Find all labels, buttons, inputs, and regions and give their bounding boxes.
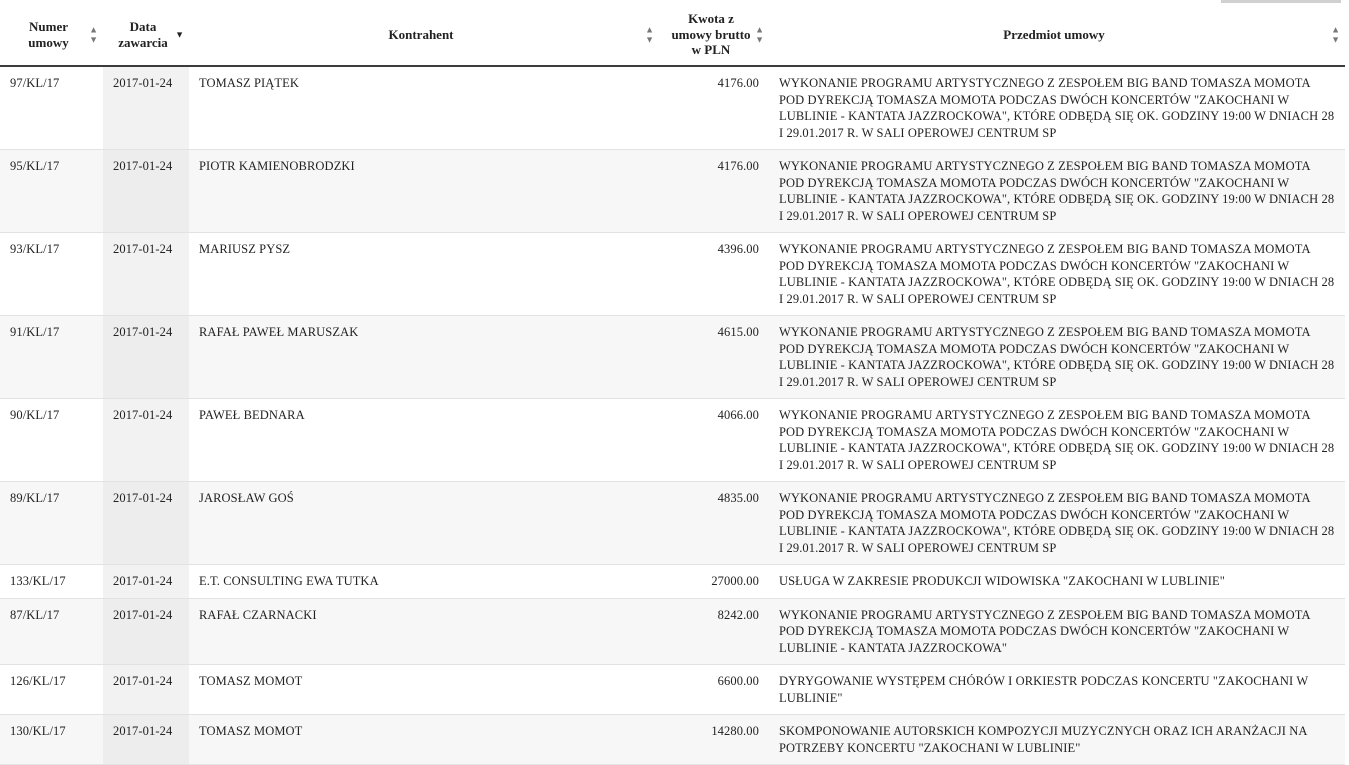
cell-kwota-brutto-text: 8242.00 [717, 607, 759, 622]
column-header-label: Przedmiot umowy [1003, 26, 1105, 42]
cell-numer-umowy-text: 90/KL/17 [10, 408, 60, 422]
sort-arrows-icon[interactable]: ▲ ▼ [1331, 24, 1340, 44]
table-row[interactable] [0, 316, 1345, 399]
cell-kwota-brutto [659, 316, 769, 399]
cell-numer-umowy [0, 665, 103, 715]
sort-arrows-icon[interactable]: ▲ ▼ [645, 24, 654, 44]
cell-kwota-brutto-text: 4176.00 [717, 159, 759, 173]
cell-numer-umowy-text: 97/KL/17 [10, 76, 60, 90]
table-row[interactable] [0, 66, 1345, 150]
column-header-label: Numer umowy [28, 18, 69, 50]
cell-przedmiot-umowy [769, 665, 1345, 715]
cell-data-zawarcia [103, 665, 189, 715]
cell-kontrahent-text: TOMASZ MOMOT [199, 674, 303, 688]
column-header-numer-umowy[interactable] [0, 4, 103, 66]
cell-numer-umowy-text: 126/KL/17 [10, 674, 66, 688]
table-row[interactable] [0, 482, 1345, 565]
cell-data-zawarcia-text: 2017-01-24 [113, 491, 173, 505]
cell-kwota-brutto-text: 4066.00 [717, 408, 759, 422]
cell-kwota-brutto [659, 150, 769, 233]
cell-kwota-brutto [659, 66, 769, 150]
cell-przedmiot-umowy [769, 66, 1345, 150]
cell-kontrahent [189, 150, 659, 233]
cell-kwota-brutto [659, 233, 769, 316]
cell-przedmiot-umowy [769, 482, 1345, 565]
column-header-label: Data zawarcia [118, 18, 168, 50]
cell-data-zawarcia [103, 399, 189, 482]
cell-przedmiot-umowy-text: WYKONANIE PROGRAMU ARTYSTYCZNEGO Z ZESPOŁEM BIG BAND TOMASZA MOMOTA POD DYREKCJĄ TOMASZA MOMOTA PODCZAS DWÓCH KONCERTÓW "ZAKOCHANI W LUBLINIE - KANTATA JAZZROCKOWA", KTÓRE ODBĘDĄ SIĘ OK. GODZINY 19:00 W DNIACH 28 I 29.01.2017 R. W SALI OPEROWEJ CENTRUM SP [779, 491, 1335, 555]
cell-przedmiot-umowy-text: WYKONANIE PROGRAMU ARTYSTYCZNEGO Z ZESPOŁEM BIG BAND TOMASZA MOMOTA POD DYREKCJĄ TOMASZA MOMOTA PODCZAS DWÓCH KONCERTÓW "ZAKOCHANI W LUBLINIE - KANTATA JAZZROCKOWA", KTÓRE ODBĘDĄ SIĘ OK. GODZINY 19:00 W DNIACH 28 I 29.01.2017 R. W SALI OPEROWEJ CENTRUM SP [779, 408, 1335, 472]
cell-data-zawarcia-text: 2017-01-24 [113, 159, 173, 173]
cell-kontrahent [189, 565, 659, 599]
cell-numer-umowy [0, 565, 103, 599]
cell-numer-umowy-text: 95/KL/17 [10, 159, 60, 173]
cell-przedmiot-umowy [769, 715, 1345, 765]
cell-kontrahent [189, 482, 659, 565]
cell-kontrahent-text: E.T. CONSULTING EWA TUTKA [199, 574, 379, 588]
cell-numer-umowy [0, 233, 103, 316]
cell-kontrahent-text: PAWEŁ BEDNARA [199, 408, 305, 422]
cell-data-zawarcia [103, 565, 189, 599]
table-row[interactable] [0, 565, 1345, 599]
cell-kontrahent [189, 665, 659, 715]
cell-przedmiot-umowy [769, 316, 1345, 399]
table-header-row [0, 4, 1345, 66]
cell-kwota-brutto [659, 399, 769, 482]
table-body [0, 66, 1345, 765]
cell-kontrahent-text: MARIUSZ PYSZ [199, 242, 291, 256]
cell-przedmiot-umowy [769, 150, 1345, 233]
cell-kontrahent-text: RAFAŁ CZARNACKI [199, 607, 317, 622]
column-header-label: Kwota z umowy brutto w PLN [671, 11, 751, 58]
cell-kwota-brutto-text: 14280.00 [711, 724, 759, 738]
cell-data-zawarcia-text: 2017-01-24 [113, 325, 173, 339]
cell-data-zawarcia [103, 233, 189, 316]
cell-numer-umowy [0, 316, 103, 399]
cell-data-zawarcia-text: 2017-01-24 [113, 574, 173, 588]
cell-data-zawarcia-text: 2017-01-24 [113, 674, 173, 688]
cell-numer-umowy-text: 130/KL/17 [10, 724, 66, 738]
cell-numer-umowy [0, 598, 103, 665]
cell-przedmiot-umowy-text: WYKONANIE PROGRAMU ARTYSTYCZNEGO Z ZESPOŁEM BIG BAND TOMASZA MOMOTA POD DYREKCJĄ TOMASZA MOMOTA PODCZAS DWÓCH KONCERTÓW "ZAKOCHANI W LUBLINIE - KANTATA JAZZROCKOWA", KTÓRE ODBĘDĄ SIĘ OK. GODZINY 19:00 W DNIACH 28 I 29.01.2017 R. W SALI OPEROWEJ CENTRUM SP [779, 76, 1335, 140]
cell-kontrahent [189, 233, 659, 316]
cell-numer-umowy [0, 66, 103, 150]
cell-numer-umowy-text: 93/KL/17 [10, 242, 60, 256]
table-row[interactable] [0, 150, 1345, 233]
table-row[interactable] [0, 715, 1345, 765]
cell-kwota-brutto [659, 482, 769, 565]
cell-data-zawarcia-text: 2017-01-24 [113, 607, 173, 622]
cell-kwota-brutto-text: 27000.00 [711, 574, 759, 588]
cell-numer-umowy-text: 91/KL/17 [10, 325, 60, 339]
cell-kwota-brutto [659, 598, 769, 665]
cell-data-zawarcia-text: 2017-01-24 [113, 724, 173, 738]
column-header-label: Kontrahent [388, 26, 454, 42]
cell-przedmiot-umowy [769, 598, 1345, 665]
cell-data-zawarcia-text: 2017-01-24 [113, 408, 173, 422]
table-row[interactable] [0, 233, 1345, 316]
cell-przedmiot-umowy [769, 565, 1345, 599]
cell-kontrahent [189, 66, 659, 150]
cell-przedmiot-umowy-text: DYRYGOWANIE WYSTĘPEM CHÓRÓW I ORKIESTR PODCZAS KONCERTU "ZAKOCHANI W LUBLINIE" [779, 674, 1308, 705]
cell-przedmiot-umowy-text: USŁUGA W ZAKRESIE PRODUKCJI WIDOWISKA "ZAKOCHANI W LUBLINIE" [779, 574, 1225, 588]
contracts-table [0, 4, 1345, 765]
sort-arrows-icon[interactable]: ▲ ▼ [755, 24, 764, 44]
cell-kontrahent-text: TOMASZ PIĄTEK [199, 76, 300, 90]
cell-przedmiot-umowy-text: WYKONANIE PROGRAMU ARTYSTYCZNEGO Z ZESPOŁEM BIG BAND TOMASZA MOMOTA POD DYREKCJĄ TOMASZA MOMOTA PODCZAS DWÓCH KONCERTÓW "ZAKOCHANI W LUBLINIE - KANTATA JAZZROCKOWA", KTÓRE ODBĘDĄ SIĘ OK. GODZINY 19:00 W DNIACH 28 I 29.01.2017 R. W SALI OPEROWEJ CENTRUM SP [779, 242, 1335, 306]
cell-przedmiot-umowy [769, 233, 1345, 316]
cell-kontrahent [189, 598, 659, 665]
table-row[interactable] [0, 399, 1345, 482]
sort-descending-icon[interactable]: ▼ [175, 29, 184, 39]
table-row[interactable] [0, 665, 1345, 715]
cell-kontrahent-text: TOMASZ MOMOT [199, 724, 303, 738]
cell-kontrahent-text: RAFAŁ PAWEŁ MARUSZAK [199, 325, 359, 339]
cell-przedmiot-umowy-text: WYKONANIE PROGRAMU ARTYSTYCZNEGO Z ZESPOŁEM BIG BAND TOMASZA MOMOTA POD DYREKCJĄ TOMASZA MOMOTA PODCZAS DWÓCH KONCERTÓW "ZAKOCHANI W LUBLINIE - KANTATA JAZZROCKOWA" [779, 607, 1310, 655]
cell-data-zawarcia [103, 66, 189, 150]
cell-data-zawarcia [103, 150, 189, 233]
cell-kontrahent [189, 316, 659, 399]
cell-data-zawarcia-text: 2017-01-24 [113, 76, 173, 90]
table-row[interactable] [0, 598, 1345, 665]
cell-kwota-brutto [659, 565, 769, 599]
cell-data-zawarcia [103, 598, 189, 665]
cell-kwota-brutto-text: 4176.00 [717, 76, 759, 90]
cell-kontrahent [189, 715, 659, 765]
cell-numer-umowy-text: 89/KL/17 [10, 491, 60, 505]
column-header-przedmiot-umowy[interactable] [769, 4, 1345, 66]
cell-kontrahent [189, 399, 659, 482]
column-header-kwota-brutto[interactable] [659, 4, 769, 66]
cell-numer-umowy [0, 715, 103, 765]
cell-kwota-brutto-text: 4835.00 [717, 491, 759, 505]
cell-data-zawarcia-text: 2017-01-24 [113, 242, 173, 256]
cell-przedmiot-umowy [769, 399, 1345, 482]
cell-numer-umowy [0, 150, 103, 233]
cell-numer-umowy-text: 133/KL/17 [10, 574, 66, 588]
cell-kwota-brutto [659, 715, 769, 765]
horizontal-scrollbar[interactable] [1221, 0, 1341, 3]
cell-data-zawarcia [103, 715, 189, 765]
column-header-data-zawarcia[interactable] [103, 4, 189, 66]
cell-data-zawarcia [103, 316, 189, 399]
cell-przedmiot-umowy-text: WYKONANIE PROGRAMU ARTYSTYCZNEGO Z ZESPOŁEM BIG BAND TOMASZA MOMOTA POD DYREKCJĄ TOMASZA MOMOTA PODCZAS DWÓCH KONCERTÓW "ZAKOCHANI W LUBLINIE - KANTATA JAZZROCKOWA", KTÓRE ODBĘDĄ SIĘ OK. GODZINY 19:00 W DNIACH 28 I 29.01.2017 R. W SALI OPEROWEJ CENTRUM SP [779, 159, 1335, 223]
cell-numer-umowy-text: 87/KL/17 [10, 607, 60, 622]
cell-kontrahent-text: JAROSŁAW GOŚ [199, 491, 294, 505]
cell-numer-umowy [0, 399, 103, 482]
cell-kontrahent-text: PIOTR KAMIENOBRODZKI [199, 159, 355, 173]
cell-kwota-brutto-text: 6600.00 [717, 674, 759, 688]
cell-data-zawarcia [103, 482, 189, 565]
cell-numer-umowy [0, 482, 103, 565]
column-header-kontrahent[interactable] [189, 4, 659, 66]
sort-arrows-icon[interactable]: ▲ ▼ [89, 24, 98, 44]
cell-kwota-brutto-text: 4396.00 [717, 242, 759, 256]
cell-kwota-brutto-text: 4615.00 [717, 325, 759, 339]
cell-przedmiot-umowy-text: SKOMPONOWANIE AUTORSKICH KOMPOZYCJI MUZYCZNYCH ORAZ ICH ARANŻACJI NA POTRZEBY KONCERTU "ZAKOCHANI W LUBLINIE" [779, 724, 1307, 755]
cell-kwota-brutto [659, 665, 769, 715]
table-header [0, 4, 1345, 66]
cell-przedmiot-umowy-text: WYKONANIE PROGRAMU ARTYSTYCZNEGO Z ZESPOŁEM BIG BAND TOMASZA MOMOTA POD DYREKCJĄ TOMASZA MOMOTA PODCZAS DWÓCH KONCERTÓW "ZAKOCHANI W LUBLINIE - KANTATA JAZZROCKOWA", KTÓRE ODBĘDĄ SIĘ OK. GODZINY 19:00 W DNIACH 28 I 29.01.2017 R. W SALI OPEROWEJ CENTRUM SP [779, 325, 1335, 389]
